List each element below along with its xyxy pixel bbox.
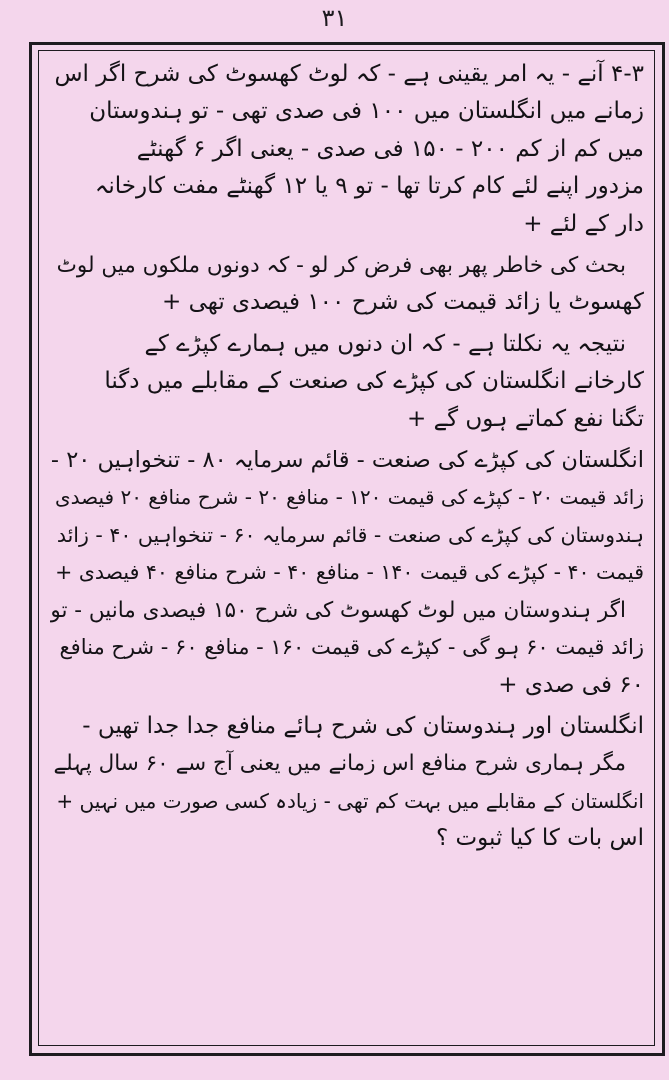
- text-line: ہندوستان کی کپڑے کی صنعت - قائم سرمایہ ۶۰ - تنخواہیں ۴۰ - زائد: [56, 522, 644, 547]
- text-line: بحث کی خاطر پھر بھی فرض کر لو - کہ دونوں ملکوں میں لوٹ: [56, 253, 626, 279]
- text-line: ۴-۳ آنے - یہ امر یقینی ہے - کہ لوٹ کھسوٹ کی شرح اگر اس: [54, 61, 644, 87]
- paragraph-3: [50, 326, 644, 438]
- paragraph-5: [50, 708, 644, 858]
- text-line: تگنا نفع کماتے ہوں گے +: [407, 405, 644, 432]
- text-line: انگلستان کے مقابلے میں بہت کم تھی - زیادہ کسی صورت میں نہیں +: [56, 788, 644, 813]
- text-line: مزدور اپنے لئے کام کرتا تھا - تو ۹ یا ۱۲ گھنٹے مفت کارخانہ: [94, 173, 644, 200]
- paragraph-4: [50, 442, 644, 704]
- text-line: ۶۰ فی صدی +: [498, 671, 644, 698]
- text-line: مگر ہماری شرح منافع اس زمانے میں یعنی آج سے ۶۰ سال پہلے: [53, 751, 626, 777]
- text-line: انگلستان کی کپڑے کی صنعت - قائم سرمایہ ۸۰ - تنخواہیں ۲۰ -: [50, 447, 644, 474]
- text-line: میں کم از کم ۲۰۰ - ۱۵۰ فی صدی - یعنی اگر ۶ گھنٹے: [136, 135, 644, 162]
- text-line: زمانے میں انگلستان میں ۱۰۰ فی صدی تھی - تو ہندوستان: [89, 98, 644, 125]
- page-body: [50, 56, 644, 1040]
- text-line: کھسوٹ یا زائد قیمت کی شرح ۱۰۰ فیصدی تھی +: [161, 289, 644, 316]
- text-line: زائد قیمت ۲۰ - کپڑے کی قیمت ۱۲۰ - منافع ۲۰ - شرح منافع ۲۰ فیصدی: [55, 485, 644, 510]
- text-line: نتیجہ یہ نکلتا ہے - کہ ان دنوں میں ہمارے کپڑے کے: [144, 330, 626, 357]
- text-line: اگر ہندوستان میں لوٹ کھسوٹ کی شرح ۱۵۰ فیصدی مانیں - تو: [50, 597, 626, 623]
- paragraph-2: [50, 247, 644, 322]
- text-line: قیمت ۴۰ - کپڑے کی قیمت ۱۴۰ - منافع ۴۰ - شرح منافع ۴۰ فیصدی +: [55, 560, 644, 585]
- page-number: ۳۱: [321, 4, 348, 32]
- text-line: کارخانے انگلستان کی کپڑے کی صنعت کے مقابلے میں دگنا: [104, 368, 644, 395]
- text-line: زائد قیمت ۶۰ ہو گی - کپڑے کی قیمت ۱۶۰ - منافع ۶۰ - شرح منافع: [59, 635, 644, 660]
- text-line: دار کے لئے +: [523, 210, 644, 237]
- text-line: انگلستان اور ہندوستان کی شرح ہائے منافع جدا جدا تھیں -: [82, 712, 644, 739]
- text-line: اس بات کا کیا ثبوت ؟: [435, 825, 644, 852]
- paragraph-1: [50, 56, 644, 243]
